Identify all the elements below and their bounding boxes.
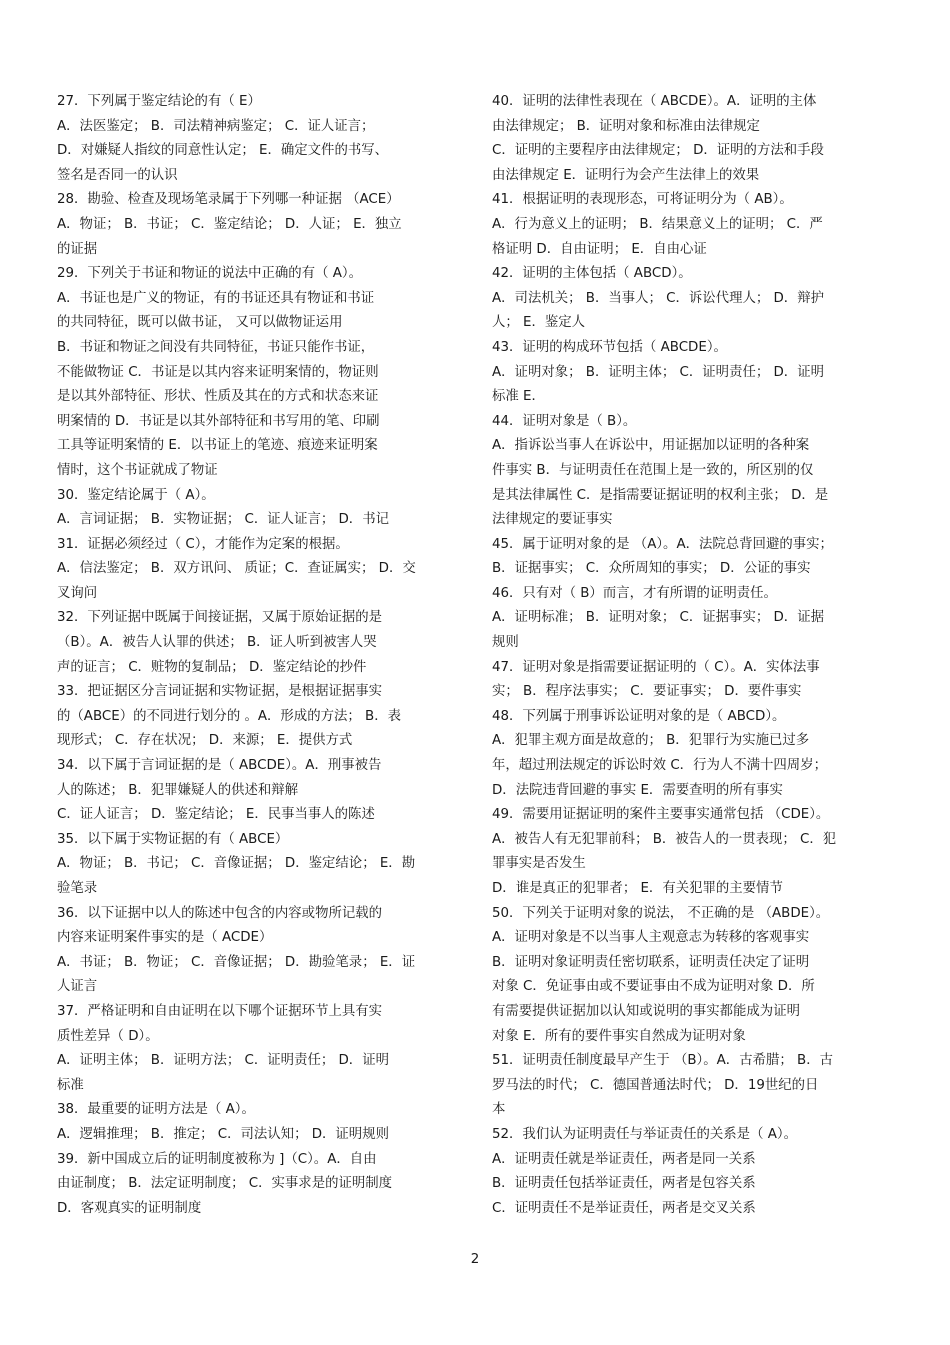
question-stem: 35．以下属于实物证据的有（ ABCE） <box>57 831 289 847</box>
question-31 <box>57 533 459 607</box>
question-46 <box>492 582 894 656</box>
question-30 <box>57 484 459 533</box>
question-line: D．对嫌疑人指纹的同意性认定； E．确定文件的书写、 <box>57 143 389 159</box>
right-column <box>492 90 894 1221</box>
question-52 <box>492 1123 894 1221</box>
question-line: C．证人证言； D．鉴定结论； E．民事当事人的陈述 <box>57 807 375 823</box>
question-line: 质性差异（ D）。 <box>57 1028 159 1044</box>
question-45 <box>492 533 894 582</box>
question-29 <box>57 262 459 483</box>
question-line: 实； B．程序法事实； C．要证事实； D．要件事实 <box>492 684 802 700</box>
question-stem: 42．证明的主体包括（ ABCD）。 <box>492 266 692 282</box>
question-stem: 49．需要用证据证明的案件主要事实通常包括 （CDE）。 <box>492 807 830 823</box>
question-line: B．证据事实； C．众所周知的事实； D．公证的事实 <box>492 561 811 577</box>
question-37 <box>57 1000 459 1098</box>
question-line: 叉询问 <box>57 585 98 601</box>
question-line: 规则 <box>492 635 519 651</box>
question-42 <box>492 262 894 336</box>
question-line: 由证制度； B．法定证明制度； C．实事求是的证明制度 <box>57 1176 393 1192</box>
question-line: C．证明责任不是举证责任，两者是交叉关系 <box>492 1200 756 1216</box>
question-line: 格证明 D．自由证明； E．自由心证 <box>492 241 707 257</box>
question-line: A．信法鉴定； B．双方讯问、 质证；C．查证属实； D．交 <box>57 561 416 577</box>
question-49 <box>492 803 894 901</box>
question-stem: 48．下列属于刑事诉讼证明对象的是（ ABCD）。 <box>492 708 786 724</box>
question-stem: 38．最重要的证明方法是（ A）。 <box>57 1102 255 1118</box>
question-line: A．法医鉴定； B．司法精神病鉴定； C．证人证言； <box>57 118 375 134</box>
question-line: A．证明对象； B．证明主体； C．证明责任； D．证明 <box>492 364 824 380</box>
question-line: 本 <box>492 1102 506 1118</box>
question-stem: 27．下列属于鉴定结论的有（ E） <box>57 94 261 109</box>
question-line: 验笔录 <box>57 881 98 896</box>
question-line: D．法院违背回避的事实 E．需要查明的所有事实 <box>492 782 783 798</box>
question-stem: 33．把证据区分言词证据和实物证据，是根据证据事实 <box>57 684 383 700</box>
question-43 <box>492 336 894 410</box>
question-stem: 45．属于证明对象的是 （A）。A．法院总背回避的事实； <box>492 536 833 552</box>
question-line: 件事实 B．与证明责任在范围上是一致的，所区别的仅 <box>492 462 814 478</box>
question-27 <box>57 90 459 188</box>
question-stem: 40．证明的法律性表现在（ ABCDE）。A．证明的主体 <box>492 94 817 109</box>
question-41 <box>492 188 894 262</box>
question-line: 年，超过刑法规定的诉讼时效 C．行为人不满十四周岁； <box>492 758 827 774</box>
question-line: A．物证； B．书记； C．音像证据； D．鉴定结论； E．勘 <box>57 856 416 872</box>
question-line: D．客观真实的证明制度 <box>57 1200 202 1216</box>
question-line: 是其法律属性 C．是指需要证据证明的权利主张； D．是 <box>492 487 829 503</box>
question-line: 签名是否同一的认识 <box>57 167 178 183</box>
question-line: B．证明对象证明责任密切联系，证明责任决定了证明 <box>492 954 810 970</box>
question-line: 的证据 <box>57 241 98 257</box>
question-line: A．行为意义上的证明； B．结果意义上的证明； C．严 <box>492 216 823 232</box>
question-stem: 39．新中国成立后的证明制度被称为 ]（C）。A．自由 <box>57 1151 377 1167</box>
question-line: 有需要提供证据加以认知或说明的事实都能成为证明 <box>492 1003 800 1019</box>
left-column <box>57 90 459 1221</box>
question-stem: 43．证明的构成环节包括（ ABCDE）。 <box>492 339 727 355</box>
question-line: A．物证； B．书证； C．鉴定结论； D．人证； E．独立 <box>57 216 402 232</box>
question-line: A．证明责任就是举证责任，两者是同一关系 <box>492 1151 756 1167</box>
question-line: 是以其外部特征、形状、性质及其在的方式和状态来证 <box>57 389 379 405</box>
question-line: 法律规定的要证事实 <box>492 512 613 528</box>
question-line: A．证明主体； B．证明方法； C．证明责任； D．证明 <box>57 1053 389 1069</box>
question-40 <box>492 90 894 188</box>
question-line: A．证明对象是不以当事人主观意志为转移的客观事实 <box>492 930 810 946</box>
question-39 <box>57 1148 459 1222</box>
question-line: 人； E．鉴定人 <box>492 315 586 331</box>
question-33 <box>57 680 459 754</box>
question-line: 声的证言； C．赃物的复制品； D．鉴定结论的抄件 <box>57 659 367 675</box>
question-line: D．谁是真正的犯罪者； E．有关犯罪的主要情节 <box>492 881 783 896</box>
question-stem: 28．勘验、检查及现场笔录属于下列哪一种证据 （ACE） <box>57 192 400 208</box>
question-28 <box>57 188 459 262</box>
question-line: 罗马法的时代； C．德国普通法时代； D．19世纪的日 <box>492 1077 819 1093</box>
question-line: B．书证和物证之间没有共同特征，书证只能作书证， <box>57 339 375 355</box>
question-line: 标准 E． <box>492 389 545 405</box>
question-line: 明案情的 D．书证是以其外部特征和书写用的笔、印刷 <box>57 413 380 429</box>
question-line: A．指诉讼当事人在诉讼中，用证据加以证明的各种案 <box>492 438 810 454</box>
question-line: A．逻辑推理； B．推定； C．司法认知； D．证明规则 <box>57 1126 389 1142</box>
question-stem: 32．下列证据中既属于间接证据，又属于原始证据的是 <box>57 610 383 626</box>
question-36 <box>57 902 459 1000</box>
question-48 <box>492 705 894 803</box>
question-line: 罪事实是否发生 <box>492 856 586 872</box>
question-stem: 41．根据证明的表现形态，可将证明分为（ AB）。 <box>492 192 793 208</box>
question-line: 人的陈述； B．犯罪嫌疑人的供述和辩解 <box>57 782 299 798</box>
question-line: （B）。A．被告人认罪的供述； B．证人听到被害人哭 <box>57 635 377 651</box>
question-38 <box>57 1098 459 1147</box>
question-stem: 51．证明责任制度最早产生于 （B）。A．古希腊； B．古 <box>492 1053 833 1069</box>
question-line: 现形式； C．存在状况； D．来源； E．提供方式 <box>57 733 353 749</box>
question-line: A．被告人有无犯罪前科； B．被告人的一贯表现； C．犯 <box>492 831 837 847</box>
question-47 <box>492 656 894 705</box>
question-50 <box>492 902 894 1050</box>
question-44 <box>492 410 894 533</box>
question-line: 人证言 <box>57 979 98 995</box>
question-stem: 29．下列关于书证和物证的说法中正确的有（ A）。 <box>57 266 362 282</box>
question-line: 工具等证明案情的 E．以书证上的笔迹、痕迹来证明案 <box>57 438 378 454</box>
question-line: B．证明责任包括举证责任，两者是包容关系 <box>492 1176 756 1192</box>
question-line: A．犯罪主观方面是故意的； B．犯罪行为实施已过多 <box>492 733 810 749</box>
question-line: 对象 E．所有的要件事实自然成为证明对象 <box>492 1028 746 1044</box>
question-stem: 30．鉴定结论属于（ A）。 <box>57 487 215 503</box>
question-line: C．证明的主要程序由法律规定； D．证明的方法和手段 <box>492 143 824 159</box>
question-line: 由法律规定； B．证明对象和标准由法律规定 <box>492 118 760 134</box>
question-stem: 47．证明对象是指需要证据证明的（ C）。A．实体法事 <box>492 659 820 675</box>
page-number: 2 <box>470 1252 480 1267</box>
question-line: 的共同特征，既可以做书证， 又可以做物证运用 <box>57 315 343 331</box>
question-line: 的（ABCE）的不同进行划分的 。A．形成的方法； B．表 <box>57 708 401 724</box>
question-line: 内容来证明案件事实的是（ ACDE） <box>57 930 273 946</box>
question-line: 对象 C．免证事由或不要证事由不成为证明对象 D．所 <box>492 979 815 995</box>
question-32 <box>57 606 459 680</box>
question-stem: 46．只有对（ B）而言，才有所谓的证明责任。 <box>492 585 777 601</box>
question-34 <box>57 754 459 828</box>
question-stem: 52．我们认为证明责任与举证责任的关系是（ A）。 <box>492 1126 797 1142</box>
question-stem: 31．证据必须经过（ C），才能作为定案的根据。 <box>57 536 349 552</box>
question-line: 由法律规定 E．证明行为会产生法律上的效果 <box>492 167 760 183</box>
question-line: A．证明标准； B．证明对象； C．证据事实； D．证据 <box>492 610 824 626</box>
question-line: 不能做物证 C．书证是以其内容来证明案情的，物证则 <box>57 364 379 380</box>
question-51 <box>492 1049 894 1123</box>
question-stem: 44．证明对象是（ B）。 <box>492 413 637 429</box>
question-line: 标准 <box>57 1077 84 1093</box>
question-line: A．书证也是广义的物证，有的书证还具有物证和书证 <box>57 290 375 306</box>
question-35 <box>57 828 459 902</box>
question-line: A．言词证据； B．实物证据； C．证人证言； D．书记 <box>57 512 389 528</box>
question-stem: 50．下列关于证明对象的说法， 不正确的是 （ABDE）。 <box>492 905 830 921</box>
question-line: 情时，这个书证就成了物证 <box>57 462 218 478</box>
question-stem: 36．以下证据中以人的陈述中包含的内容或物所记载的 <box>57 905 383 921</box>
question-line: A．司法机关； B．当事人； C．诉讼代理人； D．辩护 <box>492 290 824 306</box>
question-line: A．书证； B．物证； C．音像证据； D．勘验笔录； E．证 <box>57 954 416 970</box>
question-stem: 34．以下属于言词证据的是（ ABCDE）。A．刑事被告 <box>57 758 382 774</box>
question-stem: 37．严格证明和自由证明在以下哪个证据环节上具有实 <box>57 1003 383 1019</box>
